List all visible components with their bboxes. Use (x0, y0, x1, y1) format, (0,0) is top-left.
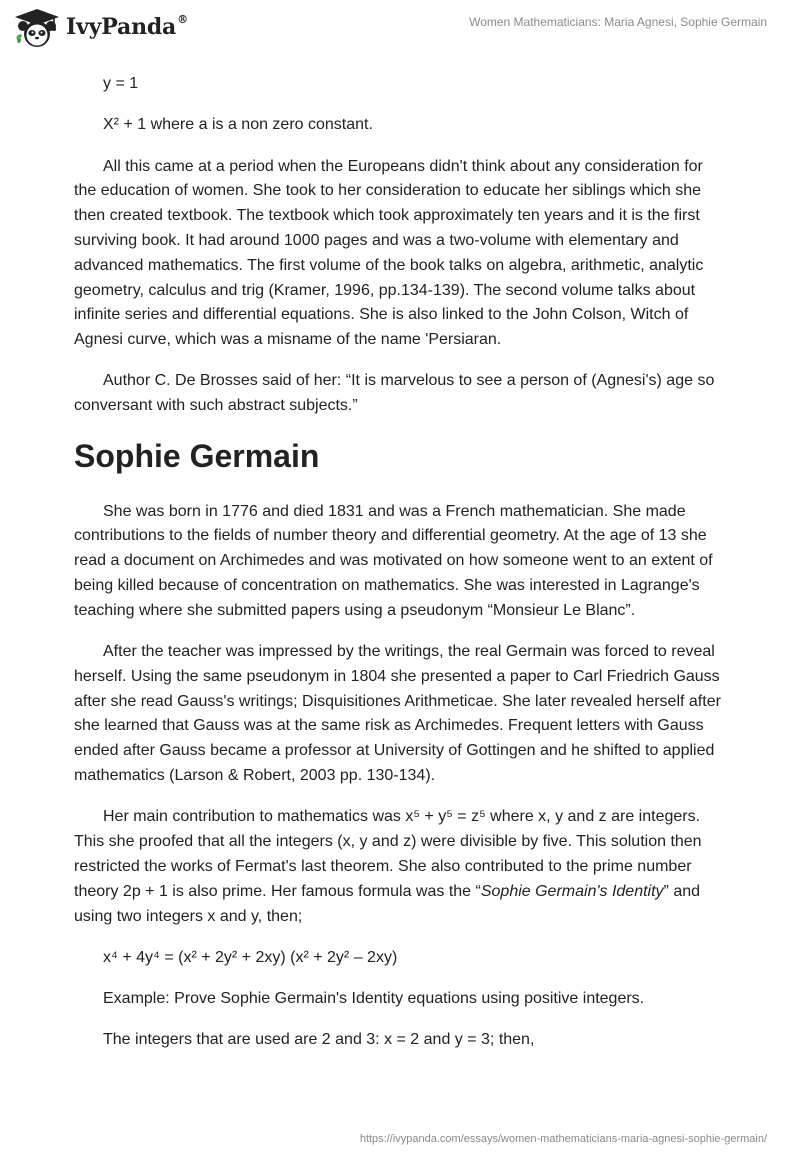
formula-x: X² + 1 where a is a non zero constant. (103, 116, 373, 134)
page-header (0, 0, 800, 60)
contribution-text-end: ” and using two integers x and y, then; (74, 882, 701, 925)
section-heading-sophie-germain: Sophie Germain (74, 437, 320, 474)
essay-content (74, 72, 726, 1070)
formula-y: y = 1 (103, 75, 139, 92)
ivypanda-logo[interactable] (14, 8, 188, 48)
paragraph-author-quote: Author C. De Brosses said of her: “It is marvelous to see a person of (Agnesi's) age so conversant with such abstract subjects.” (74, 372, 715, 415)
contribution-text-start: Her main contribution to mathematics was x⁵ + y⁵ = z⁵ where x, y and z are integers. This she proofed that all the integers (x, y and z) were divisible by five. This solution then restricted the works of Fermat's last theorem. She also contributed to the prime number theory 2p + 1 is also prime. Her famous formula was the “ (74, 808, 702, 900)
logo-wordmark: IvyPanda® (66, 12, 188, 40)
panda-graduate-icon (14, 8, 60, 48)
paragraph-born: She was born in 1776 and died 1831 and was a French mathematician. She made contributions to the fields of number theory and differential geometry. At the age of 13 she read a document on Archimedes and was motivated on how someone went to an extent of being killed because of concentration on mathematics. She was interested in Lagrange's teaching where she submitted papers using a pseudonym “Monsieur Le Blanc”. (74, 502, 713, 619)
identity-name: Sophie Germain's Identity (480, 882, 664, 900)
paragraph-europeans: All this came at a period when the Europeans didn't think about any consideration for the education of women. She took to her consideration to educate her siblings which she then created textbook. The textbook which took approximately ten years and it is the first surviving book. It had around 1000 pages and was a two-volume with elementary and advanced mathematics. The first volume of the book talks on algebra, arithmetic, analytic geometry, calculus and trig (Kramer, 1996, pp.134-139). The second volume talks about infinite series and differential equations. She is also linked to the John Colson, Witch of Agnesi curve, which was a misname of the name 'Persiaran. (74, 157, 704, 349)
paragraph-example: Example: Prove Sophie Germain's Identity equations using positive integers. (103, 990, 645, 1008)
document-title: Women Mathematicians: Maria Agnesi, Sophie Germain (469, 15, 767, 29)
paragraph-teacher: After the teacher was impressed by the writings, the real Germain was forced to reveal herself. Using the same pseudonym in 1804 she presented a paper to Carl Friedrich Gauss after she read Gauss's writings; Disquisitiones Arithmeticae. She later revealed herself after she learned that Gauss was at the same risk as Archimedes. Frequent letters with Gauss ended after Gauss became a professor at University of Gottingen and he shifted to applied mathematics (Larson & Robert, 2003 pp. 130-134). (74, 643, 721, 785)
paragraph-contribution (74, 805, 726, 929)
source-url[interactable]: https://ivypanda.com/essays/women-mathematicians-maria-agnesi-sophie-germain/ (359, 1133, 767, 1145)
paragraph-integers: The integers that are used are 2 and 3: x = 2 and y = 3; then, (103, 1031, 535, 1049)
formula-identity: x⁴ + 4y⁴ = (x² + 2y² + 2xy) (x² + 2y² – 2xy) (103, 948, 398, 966)
